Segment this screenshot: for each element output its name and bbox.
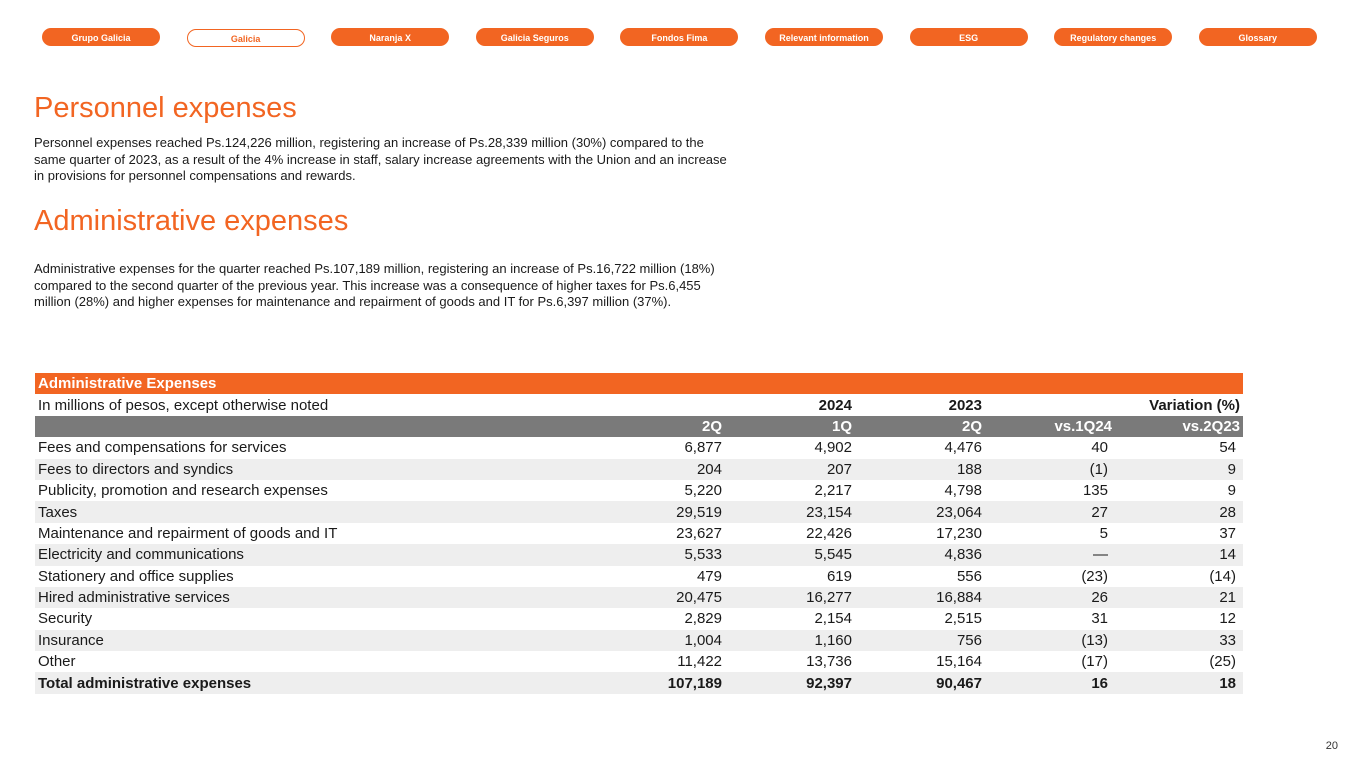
row-value: 4,476 xyxy=(944,439,982,457)
nav-tab-grupo-galicia[interactable]: Grupo Galicia xyxy=(42,28,160,46)
page-number: 20 xyxy=(1325,740,1338,752)
row-value: 135 xyxy=(1082,482,1108,500)
row-label: Total administrative expenses xyxy=(35,672,595,693)
nav-tab-galicia-seguros[interactable]: Galicia Seguros xyxy=(476,28,594,46)
row-value: 6,877 xyxy=(684,439,722,457)
administrative-expenses-body: Administrative expenses for the quarter reached Ps.107,189 million, registering an increase of Ps.16,722 million (18%) compared to the second quarter of the previous year. This increase was a consequence of higher taxes for Ps.6,455 million (28%) and higher expenses for maintenance and repairment of goods and IT for Ps.6,397 million (37%). xyxy=(34,261,715,310)
row-value: 619 xyxy=(826,567,852,585)
table-row xyxy=(35,587,1243,608)
row-value: 40 xyxy=(1091,439,1108,457)
row-label: Maintenance and repairment of goods and IT xyxy=(38,524,338,542)
row-value: 27 xyxy=(985,501,1115,522)
year-2023-header: 2023 xyxy=(855,394,985,415)
row-value: — xyxy=(985,544,1115,565)
personnel-expenses-title: Personnel expenses xyxy=(34,92,297,124)
year-2024-header: 2024 xyxy=(725,394,855,415)
row-value: 4,836 xyxy=(855,544,985,565)
table-row xyxy=(35,651,1243,672)
row-value: 11,422 xyxy=(677,653,722,671)
row-label: Fees and compensations for services xyxy=(38,439,287,457)
row-value: 16 xyxy=(985,672,1115,693)
row-value: 5,533 xyxy=(595,544,725,565)
row-value: 90,467 xyxy=(855,672,985,693)
row-value: (1) xyxy=(985,459,1115,480)
administrative-expenses-table xyxy=(35,373,1243,694)
table-title: Administrative Expenses xyxy=(35,373,1243,394)
row-label: Publicity, promotion and research expenses xyxy=(38,482,328,500)
row-label: Stationery and office supplies xyxy=(38,567,234,585)
table-row xyxy=(35,523,1243,544)
variation-header: Variation (%) xyxy=(985,394,1243,415)
row-value: (14) xyxy=(1209,567,1236,585)
row-value: 18 xyxy=(1115,672,1243,693)
row-value: 16,884 xyxy=(855,587,985,608)
row-value: 107,189 xyxy=(595,672,725,693)
row-label: Other xyxy=(38,653,76,671)
row-value: 14 xyxy=(1115,544,1243,565)
row-label: Security xyxy=(38,610,93,628)
row-value: 23,064 xyxy=(855,501,985,522)
table-row xyxy=(35,437,1243,458)
row-value: 2,829 xyxy=(684,610,722,628)
row-label: Electricity and communications xyxy=(35,544,595,565)
nav-tab-relevant-information[interactable]: Relevant information xyxy=(765,28,883,46)
row-value: 5,220 xyxy=(684,482,722,500)
section-nav xyxy=(42,28,1322,48)
row-value: 31 xyxy=(1091,610,1108,628)
nav-tab-esg[interactable]: ESG xyxy=(910,28,1028,46)
nav-tab-galicia[interactable]: Galicia xyxy=(187,29,305,47)
row-value: 16,277 xyxy=(725,587,855,608)
row-label: Taxes xyxy=(35,501,595,522)
row-value: 17,230 xyxy=(936,524,982,542)
row-value: 2,217 xyxy=(814,482,852,500)
row-value: 4,902 xyxy=(814,439,852,457)
column-header-row xyxy=(35,416,1243,437)
row-value: 1,004 xyxy=(595,630,725,651)
row-value: 12 xyxy=(1219,610,1236,628)
nav-tab-glossary[interactable]: Glossary xyxy=(1199,28,1317,46)
row-value: 33 xyxy=(1115,630,1243,651)
row-label: Insurance xyxy=(35,630,595,651)
row-value: 5 xyxy=(1099,524,1108,542)
administrative-expenses-title: Administrative expenses xyxy=(34,205,349,237)
row-value: 13,736 xyxy=(806,653,852,671)
col-2q23: 2Q xyxy=(855,416,985,437)
row-value: 207 xyxy=(725,459,855,480)
row-value: 9 xyxy=(1115,459,1243,480)
row-value: 5,545 xyxy=(725,544,855,565)
row-value: 479 xyxy=(696,567,722,585)
row-value: 28 xyxy=(1115,501,1243,522)
row-value: 4,798 xyxy=(944,482,982,500)
row-value: 20,475 xyxy=(595,587,725,608)
table-row xyxy=(35,544,1243,565)
row-label: Hired administrative services xyxy=(35,587,595,608)
nav-tab-regulatory-changes[interactable]: Regulatory changes xyxy=(1054,28,1172,46)
nav-tab-fondos-fima[interactable]: Fondos Fima xyxy=(620,28,738,46)
row-label: Fees to directors and syndics xyxy=(35,459,595,480)
row-value: 756 xyxy=(855,630,985,651)
personnel-expenses-body: Personnel expenses reached Ps.124,226 million, registering an increase of Ps.28,339 million (30%) compared to the same quarter of 2023, as a result of the 4% increase in staff, salary increase agreements with the Union and an increase in provisions for personnel compensations and rewards. xyxy=(34,135,727,184)
row-value: 37 xyxy=(1219,524,1236,542)
row-value: 15,164 xyxy=(936,653,982,671)
row-value: 2,154 xyxy=(814,610,852,628)
row-value: 188 xyxy=(855,459,985,480)
table-units: In millions of pesos, except otherwise noted xyxy=(35,394,595,415)
table-row xyxy=(35,459,1243,480)
col-2q24: 2Q xyxy=(595,416,725,437)
row-value: 23,154 xyxy=(725,501,855,522)
row-value: (17) xyxy=(1081,653,1108,671)
row-value: 92,397 xyxy=(725,672,855,693)
table-row xyxy=(35,480,1243,501)
row-value: 1,160 xyxy=(725,630,855,651)
row-value: 23,627 xyxy=(676,524,722,542)
row-value: 204 xyxy=(595,459,725,480)
table-row xyxy=(35,566,1243,587)
row-value: 26 xyxy=(985,587,1115,608)
total-row xyxy=(35,672,1243,693)
nav-tab-naranja-x[interactable]: Naranja X xyxy=(331,28,449,46)
row-value: 2,515 xyxy=(944,610,982,628)
table-units-row xyxy=(35,394,1243,415)
table-row xyxy=(35,501,1243,522)
col-vs2q23: vs.2Q23 xyxy=(1115,416,1243,437)
table-row xyxy=(35,608,1243,629)
row-value: 29,519 xyxy=(595,501,725,522)
table-row xyxy=(35,630,1243,651)
col-1q24: 1Q xyxy=(725,416,855,437)
row-value: (25) xyxy=(1209,653,1236,671)
table-title-row xyxy=(35,373,1243,394)
row-value: 556 xyxy=(956,567,982,585)
col-vs1q24: vs.1Q24 xyxy=(985,416,1115,437)
row-value: 22,426 xyxy=(806,524,852,542)
row-value: 9 xyxy=(1227,482,1236,500)
row-value: (23) xyxy=(1081,567,1108,585)
row-value: 54 xyxy=(1219,439,1236,457)
row-value: 21 xyxy=(1115,587,1243,608)
row-value: (13) xyxy=(985,630,1115,651)
